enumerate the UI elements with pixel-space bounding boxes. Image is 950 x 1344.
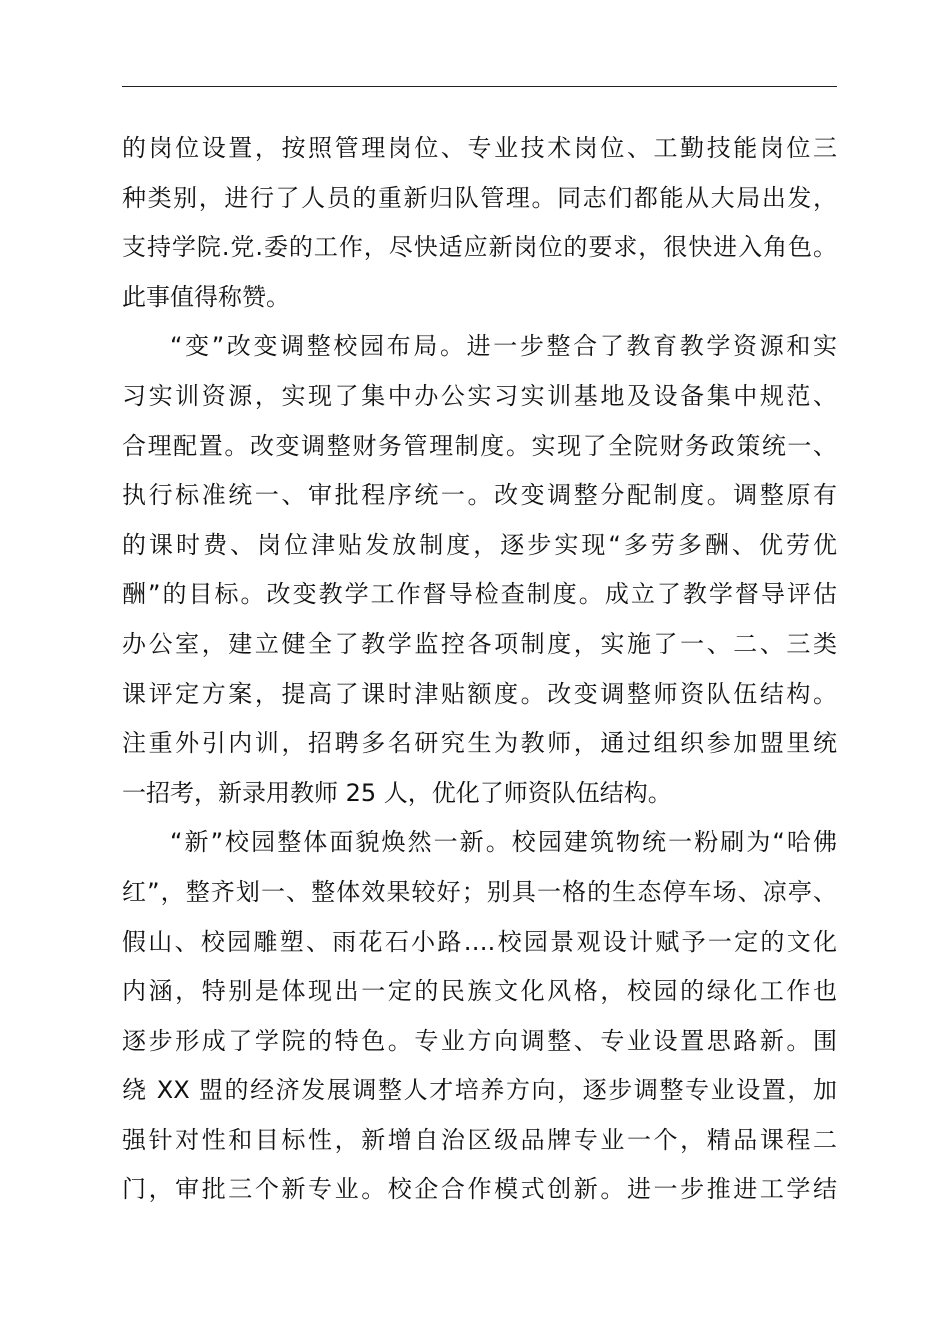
text-line: 酬”的目标。改变教学工作督导检查制度。成立了教学督导评估 (122, 580, 837, 609)
text-line: 支持学院.党.委的工作，尽快适应新岗位的要求，很快进入角色。 (122, 233, 837, 262)
paragraph-1 (122, 124, 837, 322)
text-line: 强针对性和目标性，新增自治区级品牌专业一个，精品课程二 (122, 1125, 837, 1154)
text-line: 课评定方案，提高了课时津贴额度。改变调整师资队伍结构。 (122, 679, 837, 708)
text-line: 习实训资源，实现了集中办公实习实训基地及设备集中规范、 (122, 381, 837, 410)
text-line: 种类别，进行了人员的重新归队管理。同志们都能从大局出发， (122, 183, 837, 212)
text-line: 红”，整齐划一、整体效果较好；别具一格的生态停车场、凉亭、 (122, 877, 837, 906)
text-line: 的岗位设置，按照管理岗位、专业技术岗位、工勤技能岗位三 (122, 134, 837, 162)
text-line: 一招考，新录用教师 25 人，优化了师资队伍结构。 (122, 778, 672, 807)
paragraph-2 (122, 322, 837, 818)
text-line: 绕 XX 盟的经济发展调整人才培养方向，逐步调整专业设置，加 (122, 1076, 837, 1105)
text-line: 假山、校园雕塑、雨花石小路….校园景观设计赋予一定的文化 (122, 927, 837, 956)
text-line: 合理配置。改变调整财务管理制度。实现了全院财务政策统一、 (122, 431, 837, 460)
text-line: 的课时费、岗位津贴发放制度，逐步实现“多劳多酬、优劳优 (122, 530, 837, 559)
paragraph-3 (122, 818, 837, 1215)
header-rule (122, 86, 837, 87)
text-line: 注重外引内训，招聘多名研究生为教师，通过组织参加盟里统 (122, 729, 837, 758)
text-line: 门，审批三个新专业。校企合作模式创新。进一步推进工学结 (122, 1175, 837, 1204)
text-line: 此事值得称赞。 (122, 282, 290, 311)
text-line: 逐步形成了学院的特色。专业方向调整、专业设置思路新。围 (122, 1026, 837, 1055)
text-line: “变”改变调整校园布局。进一步整合了教育教学资源和实 (170, 332, 837, 361)
text-line: 内涵，特别是体现出一定的民族文化风格，校园的绿化工作也 (122, 977, 837, 1006)
text-line: 办公室，建立健全了教学监控各项制度，实施了一、二、三类 (122, 629, 837, 658)
document-body (122, 124, 837, 1215)
text-line: “新”校园整体面貌焕然一新。校园建筑物统一粉刷为“哈佛 (170, 828, 837, 857)
text-line: 执行标准统一、审批程序统一。改变调整分配制度。调整原有 (122, 481, 837, 510)
